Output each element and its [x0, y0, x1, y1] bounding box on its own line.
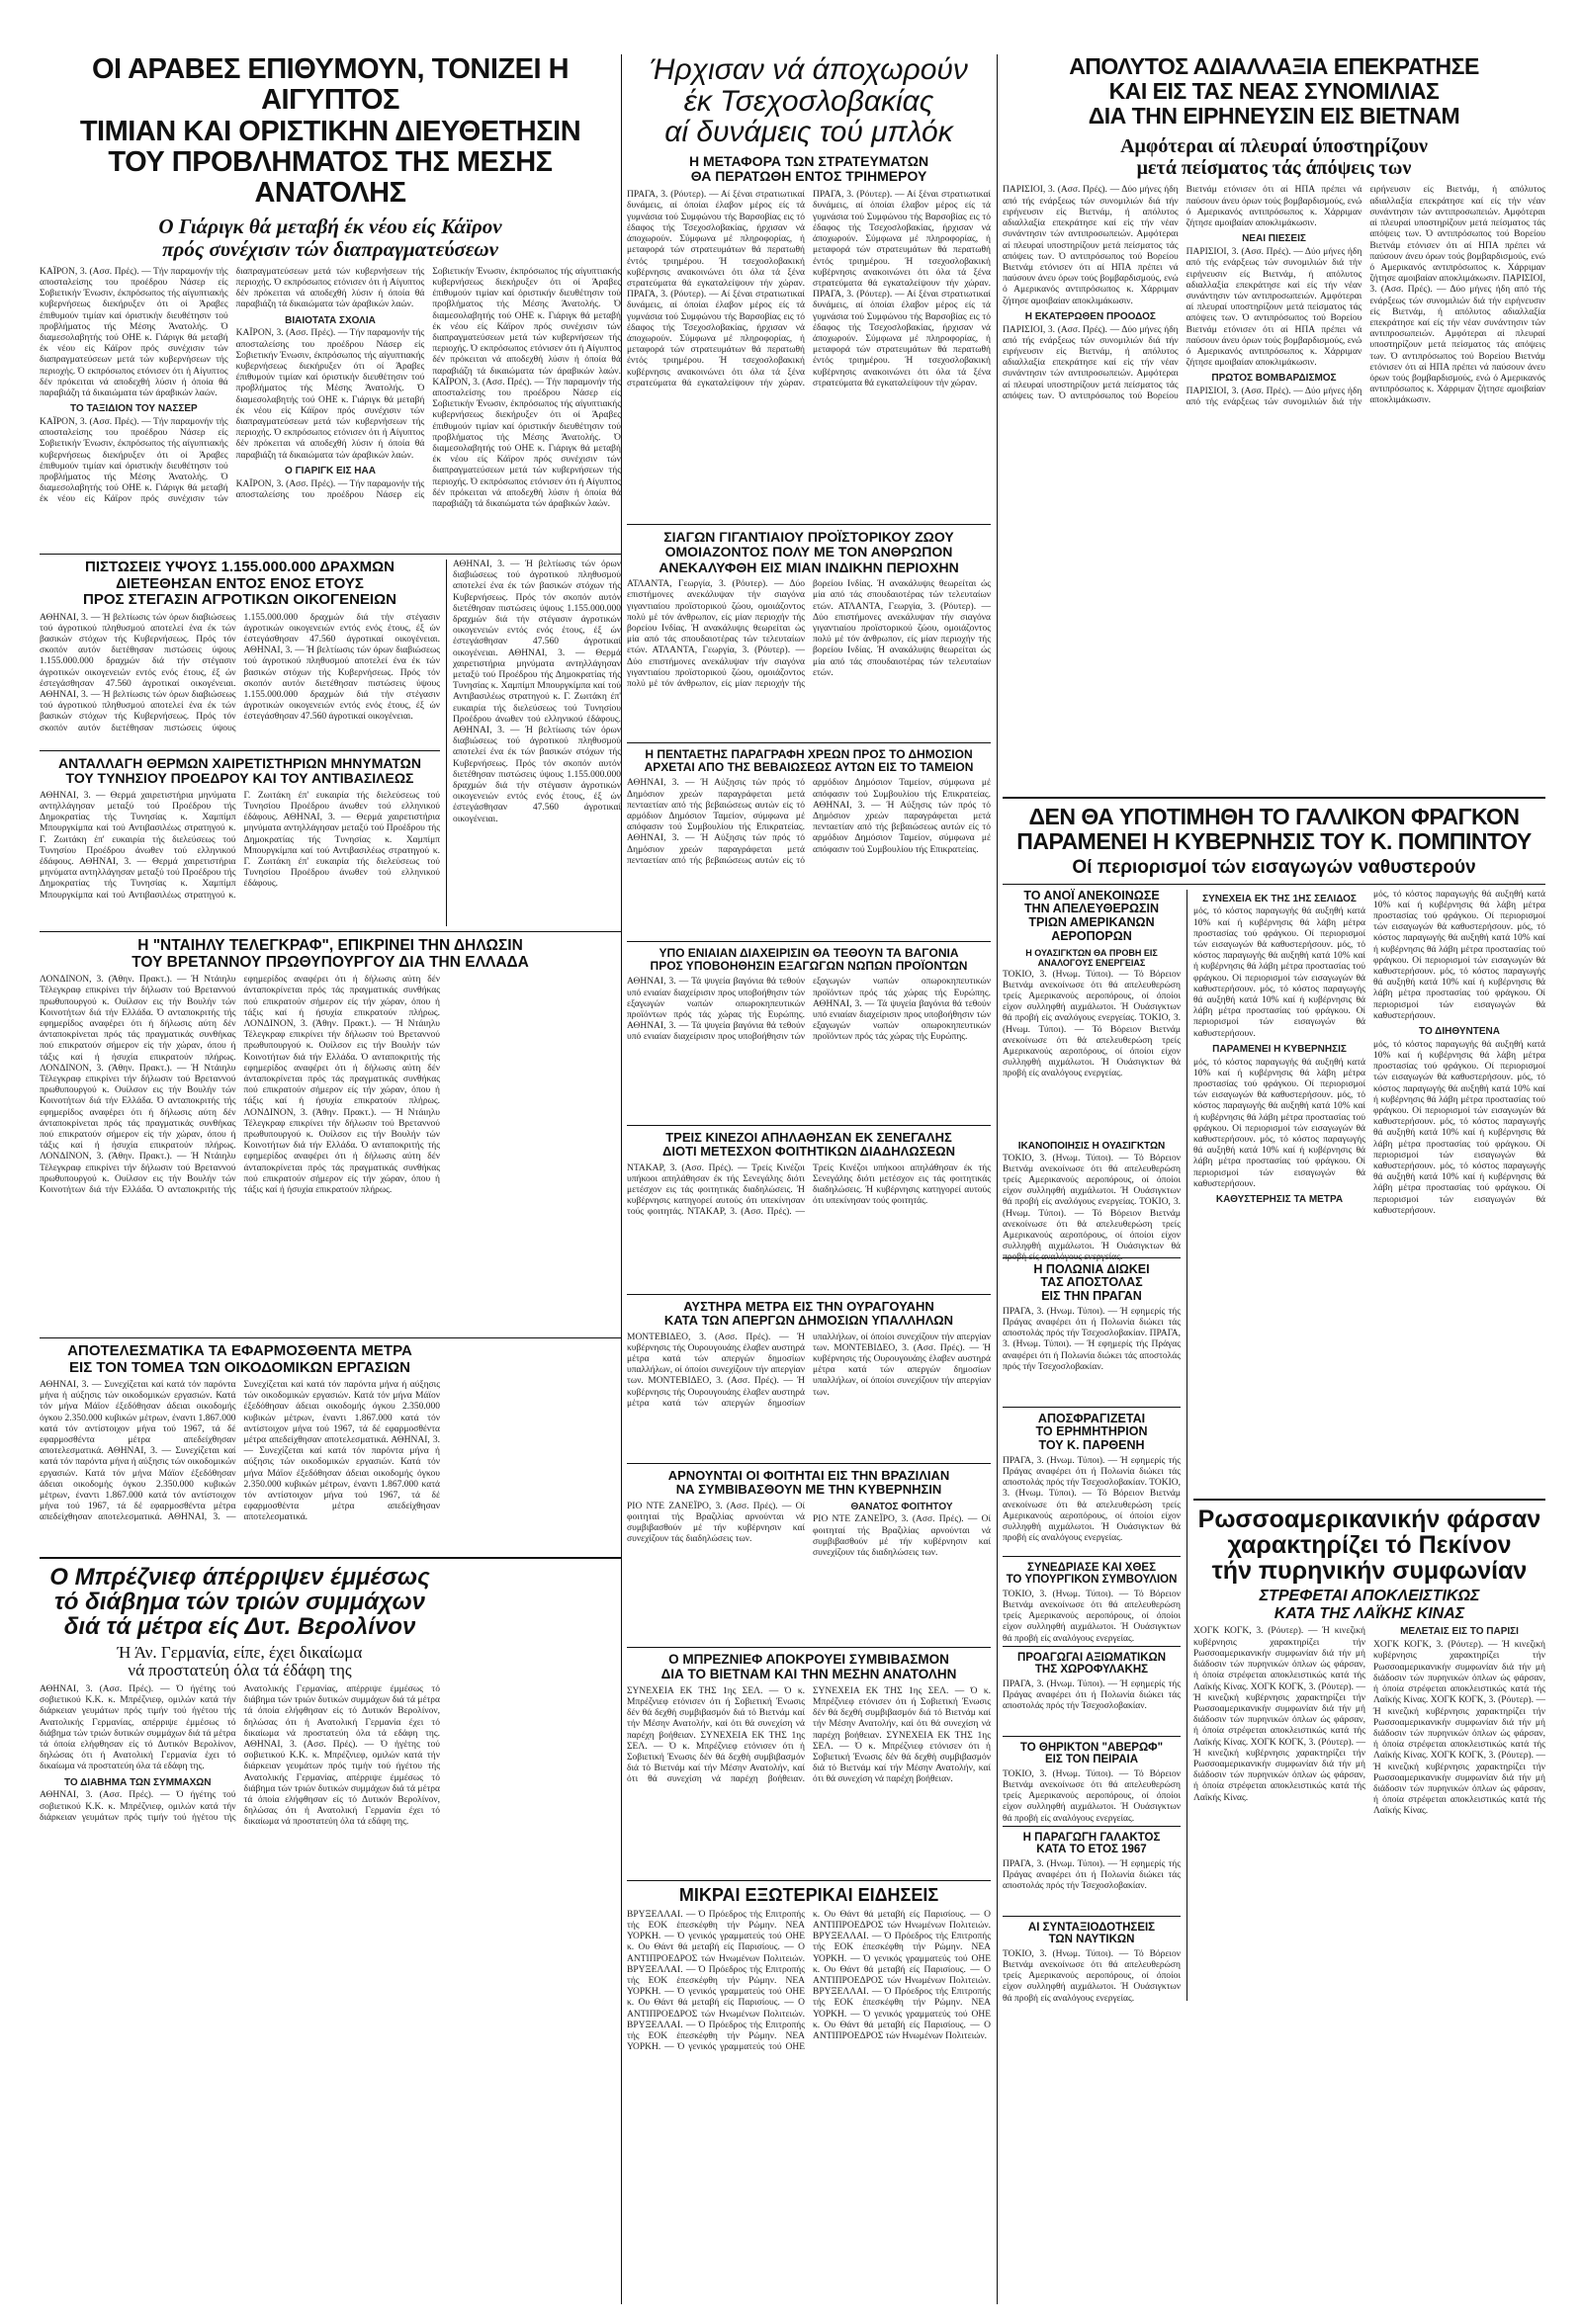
- article-vietnam-talks: [1003, 54, 1545, 791]
- article-prehistoric-jaw: [627, 530, 991, 737]
- article-body: ΑΤΛΑΝΤΑ, Γεωργία, 3. (Ρόυτερ). — Δύο επιστήμονες ανεκάλυψαν τήν σιαγόνα γιγαντιαίου προϊστορικού ζώου, ομοιάζοντος πολύ μέ τόν άνθρωπον, είς μίαν περιοχήν τής βορείου Ινδίας. Ή ανακάλυψις θεωρείται ώς μία από τάς σπουδαιοτέρας τών τελευταίων ετών. ΑΤΛΑΝΤΑ, Γεωργία, 3. (Ρόυτερ). — Δύο επιστήμονες ανεκάλυψαν τήν σιαγόνα γιγαντιαίου προϊστορικού ζώου, ομοιάζοντος πολύ μέ τόν άνθρωπον, είς μίαν περιοχήν τής βορείου Ινδίας. Ή ανακάλυψις θεωρείται ώς μία από τάς σπουδαιοτέρας τών τελευταίων ετών. ΑΤΛΑΝΤΑ, Γεωργία, 3. (Ρόυτερ). — Δύο επιστήμονες ανεκάλυψαν τήν σιαγόνα γιγαντιαίου προϊστορικού ζώου, ομοιάζοντος πολύ μέ τόν άνθρωπον, είς μίαν περιοχήν τής βορείου Ινδίας. Ή ανακάλυψις θεωρείται ώς μία από τάς σπουδαιοτέρας τών τελευταίων ετών.: [627, 579, 991, 689]
- article-hanoi-pilots: [1003, 890, 1181, 1137]
- section-heading: Η ΕΚΑΤΕΡΩΘΕΝ ΠΡΟΟΔΟΣ: [1024, 310, 1156, 322]
- article-body: ΚΑΪΡΟΝ, 3. (Ασσ. Πρές). — Τήν παραμονήν τής αποσταλείσης του προέδρου Νάσερ είς Σοβιετικήν Ένωσιν, έκπρόσωπος τής αίγυπτιακής κυβερνήσεως διεκήρυξεν ότι οί Άραβες έπιθυμούν τιμίαν καί όριστικήν διευθέτησιν τού προβλήματος τής Μέσης Άνατολής. Ό διαμεσολαβητής τού ΟΗΕ κ. Γιάριγκ θά μεταβή έκ νέου είς Κάϊρον πρός συνέχισιν τών διαπραγματεύσεων μετά τών κυβερνήσεων τής περιοχής. Ό εκπρόσωπος ετόνισεν ότι ή Αίγυπτος δέν πρόκειται νά αποδεχθή λύσιν ή όποία θά παραβιάζη τά δικαιώματα τών άραβικών λαών. ΤΟ ΤΑΞΙΔΙΟΝ ΤΟΥ ΝΑΣΣΕΡ ΚΑΪΡΟΝ, 3. (Ασσ. Πρές). — Τήν παραμονήν τής αποσταλείσης του προέδρου Νάσερ είς Σοβιετικήν Ένωσιν, έκπρόσωπος τής αίγυπτιακής κυβερνήσεως διεκήρυξεν ότι οί Άραβες έπιθυμούν τιμίαν καί όριστικήν διευθέτησιν τού προβλήματος τής Μέσης Άνατολής. Ό διαμεσολαβητής τού ΟΗΕ κ. Γιάριγκ θά μεταβή έκ νέου είς Κάϊρον πρός συνέχισιν τών διαπραγματεύσεων μετά τών κυβερνήσεων τής περιοχής. Ό εκπρόσωπος ετόνισεν ότι ή Αίγυπτος δέν πρόκειται νά αποδεχθή λύσιν ή όποία θά παραβιάζη τά δικαιώματα τών άραβικών λαών. ΒΙΑΙΟΤΑΤΑ ΣΧΟΛΙΑ ΚΑΪΡΟΝ, 3. (Ασσ. Πρές). — Τήν παραμονήν τής αποσταλείσης του προέδρου Νάσερ είς Σοβιετικήν Ένωσιν, έκπρόσωπος τής αίγυπτιακής κυβερνήσεως διεκήρυξεν ότι οί Άραβες έπιθυμούν τιμίαν καί όριστικήν διευθέτησιν τού προβλήματος τής Μέσης Άνατολής. Ό διαμεσολαβητής τού ΟΗΕ κ. Γιάριγκ θά μεταβή έκ νέου είς Κάϊρον πρός συνέχισιν τών διαπραγματεύσεων μετά τών κυβερνήσεων τής περιοχής. Ό εκπρόσωπος ετόνισεν ότι ή Αίγυπτος δέν πρόκειται νά αποδεχθή λύσιν ή όποία θά παραβιάζη τά δικαιώματα τών άραβικών λαών. Ο ΓΙΑΡΙΓΚ ΕΙΣ ΗΑΑ ΚΑΪΡΟΝ, 3. (Ασσ. Πρές). — Τήν παραμονήν τής αποσταλείσης του προέδρου Νάσερ είς Σοβιετικήν Ένωσιν, έκπρόσωπος τής αίγυπτιακής κυβερνήσεως διεκήρυξεν ότι οί Άραβες έπιθυμούν τιμίαν καί όριστικήν διευθέτησιν τού προβλήματος τής Μέσης Άνατολής. Ό διαμεσολαβητής τού ΟΗΕ κ. Γιάριγκ θά μεταβή έκ νέου είς Κάϊρον πρός συνέχισιν τών διαπραγματεύσεων μετά τών κυβερνήσεων τής περιοχής. Ό εκπρόσωπος ετόνισεν ότι ή Αίγυπτος δέν πρόκειται νά αποδεχθή λύσιν ή όποία θά παραβιάζη τά δικαιώματα τών άραβικών λαών. ΚΑΪΡΟΝ, 3. (Ασσ. Πρές). — Τήν παραμονήν τής αποσταλείσης του προέδρου Νάσερ είς Σοβιετικήν Ένωσιν, έκπρόσωπος τής αίγυπτιακής κυβερνήσεως διεκήρυξεν ότι οί Άραβες έπιθυμούν τιμίαν καί όριστικήν διευθέτησιν τού προβλήματος τής Μέσης Άνατολής. Ό διαμεσολαβητής τού ΟΗΕ κ. Γιάριγκ θά μεταβή έκ νέου είς Κάϊρον πρός συνέχισιν τών διαπραγματεύσεων μετά τών κυβερνήσεων τής περιοχής. Ό εκπρόσωπος ετόνισεν ότι ή Αίγυπτος δέν πρόκειται νά αποδεχθή λύσιν ή όποία θά παραβιάζη τά δικαιώματα τών άραβικών λαών.: [40, 266, 621, 510]
- headline-line-2: τό διάβημα τών τριών συμμάχων: [54, 1589, 425, 1616]
- headline: ΤΟ ΕΡΗΜΗΤΗΡΙΟΝ: [1035, 1424, 1148, 1439]
- right-subcolumn: [1187, 890, 1545, 2001]
- article-body-franc: ΣΥΝΕΧΕΙΑ ΕΚ ΤΗΣ 1ΗΣ ΣΕΛΙΔΟΣ μός, τό κόστος παραγωγής θά αυξηθή κατά 10% καί ή κυβέρνησις θά λάβη μέτρα προστασίας τού φράγκου. Οί περιορισμοί τών εισαγωγών θά καθυστερήσουν. μός, τό κόστος παραγωγής θά αυξηθή κατά 10% καί ή κυβέρνησις θά λάβη μέτρα προστασίας τού φράγκου. Οί περιορισμοί τών εισαγωγών θά καθυστερήσουν. μός, τό κόστος παραγωγής θά αυξηθή κατά 10% καί ή κυβέρνησις θά λάβη μέτρα προστασίας τού φράγκου. Οί περιορισμοί τών εισαγωγών θά καθυστερήσουν. ΠΑΡΑΜΕΝΕΙ Η ΚΥΒΕΡΝΗΣΙΣ μός, τό κόστος παραγωγής θά αυξηθή κατά 10% καί ή κυβέρνησις θά λάβη μέτρα προστασίας τού φράγκου. Οί περιορισμοί τών εισαγωγών θά καθυστερήσουν. μός, τό κόστος παραγωγής θά αυξηθή κατά 10% καί ή κυβέρνησις θά λάβη μέτρα προστασίας τού φράγκου. Οί περιορισμοί τών εισαγωγών θά καθυστερήσουν. μός, τό κόστος παραγωγής θά αυξηθή κατά 10% καί ή κυβέρνησις θά λάβη μέτρα προστασίας τού φράγκου. Οί περιορισμοί τών εισαγωγών θά καθυστερήσουν. ΚΑΘΥΣΤΕΡΗΣΙΣ ΤΑ ΜΕΤΡΑ μός, τό κόστος παραγωγής θά αυξηθή κατά 10% καί ή κυβέρνησις θά λάβη μέτρα προστασίας τού φράγκου. Οί περιορισμοί τών εισαγωγών θά καθυστερήσουν. μός, τό κόστος παραγωγής θά αυξηθή κατά 10% καί ή κυβέρνησις θά λάβη μέτρα προστασίας τού φράγκου. Οί περιορισμοί τών εισαγωγών θά καθυστερήσουν. μός, τό κόστος παραγωγής θά αυξηθή κατά 10% καί ή κυβέρνησις θά λάβη μέτρα προστασίας τού φράγκου. Οί περιορισμοί τών εισαγωγών θά καθυστερήσουν. ΤΟ ΔΙΗΘΥΝΤΕΝΑ μός, τό κόστος παραγωγής θά αυξηθή κατά 10% καί ή κυβέρνησις θά λάβη μέτρα προστασίας τού φράγκου. Οί περιορισμοί τών εισαγωγών θά καθυστερήσουν. μός, τό κόστος παραγωγής θά αυξηθή κατά 10% καί ή κυβέρνησις θά λάβη μέτρα προστασίας τού φράγκου. Οί περιορισμοί τών εισαγωγών θά καθυστερήσουν. μός, τό κόστος παραγωγής θά αυξηθή κατά 10% καί ή κυβέρνησις θά λάβη μέτρα προστασίας τού φράγκου. Οί περιορισμοί τών εισαγωγών θά καθυστερήσουν. μός, τό κόστος παραγωγής θά αυξηθή κατά 10% καί ή κυβέρνησις θά λάβη μέτρα προστασίας τού φράγκου. Οί περιορισμοί τών εισαγωγών θά καθυστερήσουν.: [1193, 889, 1546, 1216]
- headline: ΑΡΝΟΥΝΤΑΙ ΟΙ ΦΟΙΤΗΤΑΙ ΕΙΣ ΤΗΝ ΒΡΑΖΙΛΙΑΝ: [667, 1468, 950, 1483]
- section-heading: ΤΟ ΔΙΗΘΥΝΤΕΝΑ: [1419, 1025, 1500, 1037]
- headline: ΤΑΣ ΑΠΟΣΤΟΛΑΣ: [1040, 1275, 1143, 1290]
- section-heading: ΤΟ ΤΑΞΙΔΙΟΝ ΤΟΥ ΝΑΣΣΕΡ: [69, 403, 198, 415]
- headline: ΕΙΣ ΤΟΝ ΤΟΜΕΑ ΤΩΝ ΟΙΚΟΔΟΜΙΚΩΝ ΕΡΓΑΣΙΩΝ: [69, 1358, 410, 1376]
- headline: ΔΙΕΤΕΘΗΣΑΝ ΕΝΤΟΣ ΕΝΟΣ ΕΤΟΥΣ: [116, 574, 364, 592]
- headline: ΠΡΟΣ ΣΤΕΓΑΣΙΝ ΑΓΡΟΤΙΚΩΝ ΟΙΚΟΓΕΝΕΙΩΝ: [83, 591, 396, 608]
- headline: ΑΝΕΚΑΛΥΦΘΗ ΕΙΣ ΜΙΑΝ ΙΝΔΙΚΗΝ ΠΕΡΙΟΧΗΝ: [659, 559, 959, 575]
- subheadline: Αμφότεραι αί πλευραί ύποστηρίζουν: [1120, 135, 1428, 158]
- subheadline-line-2: πρός συνέχισιν τών διαπραγματεύσεων: [162, 236, 498, 261]
- subheadline: ΚΑΤΑ ΤΗΣ ΛΑΪΚΗΣ ΚΙΝΑΣ: [1274, 1604, 1465, 1622]
- headline: ΤΟ ΘΗΡΙΚΤΟΝ "ΑΒΕΡΩΦ": [1019, 1741, 1164, 1754]
- headline-line-1: ΑΠΟΛΥΤΟΣ ΑΔΙΑΛΛΑΞΙΑ ΕΠΕΚΡΑΤΗΣΕ: [1069, 53, 1479, 79]
- headline: ΑΥΣΤΗΡΑ ΜΕΤΡΑ ΕΙΣ ΤΗΝ ΟΥΡΑΓΟΥΑΗΝ: [683, 1299, 934, 1314]
- article-averof: ΤΟ ΘΗΡΙΚΤΟΝ "ΑΒΕΡΩΦ" ΕΙΣ ΤΟΝ ΠΕΙΡΑΙΑ ΤΟΚΙΟ, 3. (Ηνωμ. Τύποι). — Τό Βόρειον Βιετνάμ ανεκοίνωσε ότι θά απελευθερώση τρείς Αμερικανούς αεροπόρους, οί όποίοι είχον συλληφθή αιχμάλωτοι. Ή Ουάσιγκτων θά προβή είς αναλόγους ενεργείας.: [1003, 1741, 1181, 1824]
- headline-line-2: χαρακτηρίζει τό Πεκίνον: [1227, 1530, 1512, 1559]
- side-column-rural: ΑΘΗΝΑΙ, 3. — Ή βελτίωσις τών όρων διαβιώσεως τού άγροτικού πληθυσμού αποτελεί ένα έκ τών βασικών στόχων τής Κυβερνήσεως. Πρός τόν σκοπόν αυτόν διετέθησαν πιστώσεις ύψους 1.155.000.000 δραχμών διά τήν στέγασιν άγροτικών οικογενειών εντός ενός έτους, έξ ών έστεγάσθησαν 47.560 άγροτικαί οικογένειαι. ΑΘΗΝΑΙ, 3. — Θερμά χαιρετιστήρια μηνύματα αντηλλάγησαν μεταξύ τού Προέδρου τής Δημοκρατίας τής Τυνησίας κ. Χαμπίμπ Μπουργκίμπα καί τού Αντιβασιλέως στρατηγού κ. Γ. Ζωιτάκη έπ' ευκαιρία τής διελεύσεως τού Τυνησίου Προέδρου άνωθεν τού ελληνικού έδάφους. ΑΘΗΝΑΙ, 3. — Ή βελτίωσις τών όρων διαβιώσεως τού άγροτικού πληθυσμού αποτελεί ένα έκ τών βασικών στόχων τής Κυβερνήσεως. Πρός τόν σκοπόν αυτόν διετέθησαν πιστώσεις ύψους 1.155.000.000 δραχμών διά τήν στέγασιν άγροτικών οικογενειών εντός ενός έτους, έξ ών έστεγάσθησαν 47.560 άγροτικαί οικογένειαι.: [453, 559, 621, 824]
- article-body: ΧΟΓΚ ΚΟΓΚ, 3. (Ρόυτερ). — Ή κινεζική κυβέρνησις χαρακτηρίζει τήν Ρωσσοαμερικανικήν συμφωνίαν διά τήν μή διάδοσιν τών πυρηνικών όπλων ώς φάρσαν, ή όποία στρέφεται αποκλειστικώς κατά τής Λαϊκής Κίνας. ΧΟΓΚ ΚΟΓΚ, 3. (Ρόυτερ). — Ή κινεζική κυβέρνησις χαρακτηρίζει τήν Ρωσσοαμερικανικήν συμφωνίαν διά τήν μή διάδοσιν τών πυρηνικών όπλων ώς φάρσαν, ή όποία στρέφεται αποκλειστικώς κατά τής Λαϊκής Κίνας. ΧΟΓΚ ΚΟΓΚ, 3. (Ρόυτερ). — Ή κινεζική κυβέρνησις χαρακτηρίζει τήν Ρωσσοαμερικανικήν συμφωνίαν διά τήν μή διάδοσιν τών πυρηνικών όπλων ώς φάρσαν, ή όποία στρέφεται αποκλειστικώς κατά τής Λαϊκής Κίνας. ΜΕΛΕΤΑΙΣ ΕΙΣ ΤΟ ΠΑΡΙΣΙ ΧΟΓΚ ΚΟΓΚ, 3. (Ρόυτερ). — Ή κινεζική κυβέρνησις χαρακτηρίζει τήν Ρωσσοαμερικανικήν συμφωνίαν διά τήν μή διάδοσιν τών πυρηνικών όπλων ώς φάρσαν, ή όποία στρέφεται αποκλειστικώς κατά τής Λαϊκής Κίνας. ΧΟΓΚ ΚΟΓΚ, 3. (Ρόυτερ). — Ή κινεζική κυβέρνησις χαρακτηρίζει τήν Ρωσσοαμερικανικήν συμφωνίαν διά τήν μή διάδοσιν τών πυρηνικών όπλων ώς φάρσαν, ή όποία στρέφεται αποκλειστικώς κατά τής Λαϊκής Κίνας. ΧΟΓΚ ΚΟΓΚ, 3. (Ρόυτερ). — Ή κινεζική κυβέρνησις χαρακτηρίζει τήν Ρωσσοαμερικανικήν συμφωνίαν διά τήν μή διάδοσιν τών πυρηνικών όπλων ώς φάρσαν, ή όποία στρέφεται αποκλειστικώς κατά τής Λαϊκής Κίνας.: [1193, 1626, 1546, 1817]
- section-heading: ΜΕΛΕΤΑΙΣ ΕΙΣ ΤΟ ΠΑΡΙΣΙ: [1400, 1626, 1519, 1638]
- article-body: ΜΟΝΤΕΒΙΔΕΟ, 3. (Ασσ. Πρές). — Ή κυβέρνησις τής Ουρουγουάης έλαβεν αυστηρά μέτρα κατά τών απεργών δημοσίων υπαλλήλων, οί όποίοι συνεχίζουν τήν απεργίαν των. ΜΟΝΤΕΒΙΔΕΟ, 3. (Ασσ. Πρές). — Ή κυβέρνησις τής Ουρουγουάης έλαβεν αυστηρά μέτρα κατά τών απεργών δημοσίων υπαλλήλων, οί όποίοι συνεχίζουν τήν απεργίαν των. ΜΟΝΤΕΒΙΔΕΟ, 3. (Ασσ. Πρές). — Ή κυβέρνησις τής Ουρουγουάης έλαβεν αυστηρά μέτρα κατά τών απεργών δημοσίων υπαλλήλων, οί όποίοι συνεχίζουν τήν απεργίαν των.: [627, 1332, 991, 1409]
- subheadline: Οί περιορισμοί τών εισαγωγών ναθυστερούν: [1072, 856, 1476, 878]
- article-body: ΠΑΡΙΣΙΟΙ, 3. (Ασσ. Πρές). — Δύο μήνες ήδη από τής ενάρξεως τών συνομιλιών διά τήν ειρήνευσιν είς Βιετνάμ, ή απόλυτος αδιαλλαξία επεκράτησε καί είς τήν νέαν συνάντησιν τών αντιπροσωπειών. Αμφότεραι αί πλευραί υποστηρίζουν μετά πείσματος τάς απόψεις των. Ό αντιπρόσωπος τού Βορείου Βιετνάμ ετόνισεν ότι αί ΗΠΑ πρέπει νά παύσουν άνευ όρων τούς βομβαρδισμούς, ενώ ό Αμερικανός αντιπρόσωπος κ. Χάρριμαν ζήτησε αμοιβαίαν αποκλιμάκωσιν. Η ΕΚΑΤΕΡΩΘΕΝ ΠΡΟΟΔΟΣ ΠΑΡΙΣΙΟΙ, 3. (Ασσ. Πρές). — Δύο μήνες ήδη από τής ενάρξεως τών συνομιλιών διά τήν ειρήνευσιν είς Βιετνάμ, ή απόλυτος αδιαλλαξία επεκράτησε καί είς τήν νέαν συνάντησιν τών αντιπροσωπειών. Αμφότεραι αί πλευραί υποστηρίζουν μετά πείσματος τάς απόψεις των. Ό αντιπρόσωπος τού Βορείου Βιετνάμ ετόνισεν ότι αί ΗΠΑ πρέπει νά παύσουν άνευ όρων τούς βομβαρδισμούς, ενώ ό Αμερικανός αντιπρόσωπος κ. Χάρριμαν ζήτησε αμοιβαίαν αποκλιμάκωσιν. ΝΕΑΙ ΠΙΕΣΕΙΣ ΠΑΡΙΣΙΟΙ, 3. (Ασσ. Πρές). — Δύο μήνες ήδη από τής ενάρξεως τών συνομιλιών διά τήν ειρήνευσιν είς Βιετνάμ, ή απόλυτος αδιαλλαξία επεκράτησε καί είς τήν νέαν συνάντησιν τών αντιπροσωπειών. Αμφότεραι αί πλευραί υποστηρίζουν μετά πείσματος τάς απόψεις των. Ό αντιπρόσωπος τού Βορείου Βιετνάμ ετόνισεν ότι αί ΗΠΑ πρέπει νά παύσουν άνευ όρων τούς βομβαρδισμούς, ενώ ό Αμερικανός αντιπρόσωπος κ. Χάρριμαν ζήτησε αμοιβαίαν αποκλιμάκωσιν. ΠΡΩΤΟΣ ΒΟΜΒΑΡΔΙΣΜΟΣ ΠΑΡΙΣΙΟΙ, 3. (Ασσ. Πρές). — Δύο μήνες ήδη από τής ενάρξεως τών συνομιλιών διά τήν ειρήνευσιν είς Βιετνάμ, ή απόλυτος αδιαλλαξία επεκράτησε καί είς τήν νέαν συνάντησιν τών αντιπροσωπειών. Αμφότεραι αί πλευραί υποστηρίζουν μετά πείσματος τάς απόψεις των. Ό αντιπρόσωπος τού Βορείου Βιετνάμ ετόνισεν ότι αί ΗΠΑ πρέπει νά παύσουν άνευ όρων τούς βομβαρδισμούς, ενώ ό Αμερικανός αντιπρόσωπος κ. Χάρριμαν ζήτησε αμοιβαίαν αποκλιμάκωσιν. ΠΑΡΙΣΙΟΙ, 3. (Ασσ. Πρές). — Δύο μήνες ήδη από τής ενάρξεως τών συνομιλιών διά τήν ειρήνευσιν είς Βιετνάμ, ή απόλυτος αδιαλλαξία επεκράτησε καί είς τήν νέαν συνάντησιν τών αντιπροσωπειών. Αμφότεραι αί πλευραί υποστηρίζουν μετά πείσματος τάς απόψεις των. Ό αντιπρόσωπος τού Βορείου Βιετνάμ ετόνισεν ότι αί ΗΠΑ πρέπει νά παύσουν άνευ όρων τούς βομβαρδισμούς, ενώ ό Αμερικανός αντιπρόσωπος κ. Χάρριμαν ζήτησε αμοιβαίαν αποκλιμάκωσιν.: [1003, 185, 1545, 408]
- article-poland: Η ΠΟΛΩΝΙΑ ΔΙΩΚΕΙ ΤΑΣ ΑΠΟΣΤΟΛΑΣ ΕΙΣ ΤΗΝ ΠΡΑΓΑΝ ΠΡΑΓΑ, 3. (Ηνωμ. Τύποι). — Ή εφημερίς τής Πράγας αναφέρει ότι ή Πολωνία διώκει τάς αποστολάς πρός τήν Τσεχοσλοβακίαν. ΠΡΑΓΑ, 3. (Ηνωμ. Τύποι). — Ή εφημερίς τής Πράγας αναφέρει ότι ή Πολωνία διώκει τάς αποστολάς πρός τήν Τσεχοσλοβακίαν.: [1003, 1261, 1182, 1372]
- headline: ΔΙΑ ΤΟ ΒΙΕΤΝΑΜ ΚΑΙ ΤΗΝ ΜΕΣΗΝ ΑΝΑΤΟΛΗΝ: [660, 1666, 957, 1681]
- headline: ΚΑΤΑ ΤΩΝ ΑΠΕΡΓΩΝ ΔΗΜΟΣΙΩΝ ΥΠΑΛΛΗΛΩΝ: [663, 1313, 954, 1329]
- headline-line-3: ΔΙΑ ΤΗΝ ΕΙΡΗΝΕΥΣΙΝ ΕΙΣ ΒΙΕΤΝΑΜ: [1088, 102, 1460, 129]
- article-parthenis: ΑΠΟΣΦΡΑΓΙΖΕΤΑΙ ΤΟ ΕΡΗΜΗΤΗΡΙΟΝ ΤΟΥ Κ. ΠΑΡΘΕΝΗ ΠΡΑΓΑ, 3. (Ηνωμ. Τύποι). — Ή εφημερίς τής Πράγας αναφέρει ότι ή Πολωνία διώκει τάς αποστολάς πρός τήν Τσεχοσλοβακίαν. ΤΟΚΙΟ, 3. (Ηνωμ. Τύποι). — Τό Βόρειον Βιετνάμ ανεκοίνωσε ότι θά απελευθερώση τρείς Αμερικανούς αεροπόρους, οί όποίοι είχον συλληφθή αιχμάλωτοι. Ή Ουάσιγκτων θά προβή είς αναλόγους ενεργείας.: [1003, 1411, 1181, 1544]
- article-body: ΣΥΝΕΧΕΙΑ ΕΚ ΤΗΣ 1ης ΣΕΛ. — Ό κ. Μπρέζνιεφ ετόνισεν ότι ή Σοβιετική Ένωσις δέν θά δεχθή συμβιβασμόν διά τό Βιετνάμ καί τήν Μέσην Ανατολήν, καί ότι θά συνεχίση νά παρέχη βοήθειαν. ΣΥΝΕΧΕΙΑ ΕΚ ΤΗΣ 1ης ΣΕΛ. — Ό κ. Μπρέζνιεφ ετόνισεν ότι ή Σοβιετική Ένωσις δέν θά δεχθή συμβιβασμόν διά τό Βιετνάμ καί τήν Μέσην Ανατολήν, καί ότι θά συνεχίση νά παρέχη βοήθειαν. ΣΥΝΕΧΕΙΑ ΕΚ ΤΗΣ 1ης ΣΕΛ. — Ό κ. Μπρέζνιεφ ετόνισεν ότι ή Σοβιετική Ένωσις δέν θά δεχθή συμβιβασμόν διά τό Βιετνάμ καί τήν Μέσην Ανατολήν, καί ότι θά συνεχίση νά παρέχη βοήθειαν. ΣΥΝΕΧΕΙΑ ΕΚ ΤΗΣ 1ης ΣΕΛ. — Ό κ. Μπρέζνιεφ ετόνισεν ότι ή Σοβιετική Ένωσις δέν θά δεχθή συμβιβασμόν διά τό Βιετνάμ καί τήν Μέσην Ανατολήν, καί ότι θά συνεχίση νά παρέχη βοήθειαν.: [627, 1685, 992, 1785]
- headline: ΑΕΡΟΠΟΡΩΝ: [1051, 928, 1132, 943]
- headline: ΕΙΣ ΤΗΝ ΠΡΑΓΑΝ: [1041, 1289, 1142, 1304]
- headline: ΟΜΟΙΑΖΟΝΤΟΣ ΠΟΛΥ ΜΕ ΤΟΝ ΑΝΘΡΩΠΟΝ: [664, 544, 953, 560]
- headline: ΑΠΟΣΦΡΑΓΙΖΕΤΑΙ: [1037, 1411, 1146, 1425]
- headline: ΑΡΧΕΤΑΙ ΑΠΟ ΤΗΣ ΒΕΒΑΙΩΣΕΩΣ ΑΥΤΩΝ ΕΙΣ ΤΟ ΤΑΜΕΙΟΝ: [644, 760, 974, 775]
- headline-line-3: διά τά μέτρα είς Δυτ. Βερολίνον: [63, 1613, 416, 1641]
- article-senegal: [627, 1131, 991, 1289]
- headline: ΑΠΟΤΕΛΕΣΜΑΤΙΚΑ ΤΑ ΕΦΑΡΜΟΣΘΕΝΤΑ ΜΕΤΡΑ: [67, 1342, 412, 1359]
- headline: ΑΙ ΣΥΝΤΑΞΙΟΔΟΤΗΣΕΙΣ: [1027, 1921, 1156, 1934]
- section-heading: ΒΙΑΙΟΤΑΤΑ ΣΧΟΛΙΑ: [285, 314, 376, 326]
- headline-line-1: ΟΙ ΑΡΑΒΕΣ ΕΠΙΘΥΜΟΥΝ, ΤΟΝΙΖΕΙ Η ΑΙΓΥΠΤΟΣ: [91, 53, 570, 117]
- article-body: ΝΤΑΚΑΡ, 3. (Ασσ. Πρές). — Τρείς Κινέζοι υπήκοοι απηλάθησαν έκ τής Σενεγάλης διότι μετέσχον εις τάς φοιτητικάς διαδηλώσεις. Ή κυβέρνησις κατηγορεί αυτούς ότι υπεκίνησαν τούς φοιτητάς. ΝΤΑΚΑΡ, 3. (Ασσ. Πρές). — Τρείς Κινέζοι υπήκοοι απηλάθησαν έκ τής Σενεγάλης διότι μετέσχον εις τάς φοιτητικάς διαδηλώσεις. Ή κυβέρνησις κατηγορεί αυτούς ότι υπεκίνησαν τούς φοιτητάς.: [627, 1162, 991, 1218]
- headline-line-1: Ήρχισαν νά άποχωρούν: [650, 53, 968, 86]
- headline: Ο ΜΠΡΕΖΝΙΕΦ ΑΠΟΚΡΟΥΕΙ ΣΥΜΒΙΒΑΣΜΟΝ: [668, 1652, 949, 1667]
- article-short-foreign-news: [627, 1886, 991, 2202]
- article-body: ΡΙΟ ΝΤΕ ΖΑΝΕΪΡΟ, 3. (Ασσ. Πρές). — Οί φοιτηταί τής Βραζιλίας αρνούνται νά συμβιβασθούν μέ τήν κυβέρνησιν καί συνεχίζουν τάς διαδηλώσεις των. ΘΑΝΑΤΟΣ ΦΟΙΤΗΤΟΥ ΡΙΟ ΝΤΕ ΖΑΝΕΪΡΟ, 3. (Ασσ. Πρές). — Οί φοιτηταί τής Βραζιλίας αρνούνται νά συμβιβασθούν μέ τήν κυβέρνησιν καί συνεχίζουν τάς διαδηλώσεις των.: [627, 1501, 991, 1558]
- headline: ΚΑΤΑ ΤΟ ΕΤΟΣ 1967: [1036, 1844, 1147, 1856]
- headline-line-3: αί δυνάμεις τού μπλόκ: [664, 116, 953, 148]
- section-heading: Ο ΓΙΑΡΙΓΚ ΕΙΣ ΗΑΑ: [285, 465, 376, 476]
- subheadline: μετά πείσματος τάς άπόψεις των: [1136, 157, 1412, 180]
- column-middle: [621, 54, 997, 2202]
- article-body: ΑΘΗΝΑΙ, 3. — Τά ψυγεία βαγόνια θά τεθούν υπό ενιαίαν διαχείρισιν προς υποβοήθησιν τών εξαγωγών νωπών οπωροκηπευτικών προϊόντων πρός τάς χώρας τής Ευρώπης. ΑΘΗΝΑΙ, 3. — Τά ψυγεία βαγόνια θά τεθούν υπό ενιαίαν διαχείρισιν προς υποβοήθησιν τών εξαγωγών νωπών οπωροκηπευτικών προϊόντων πρός τάς χώρας τής Ευρώπης. ΑΘΗΝΑΙ, 3. — Τά ψυγεία βαγόνια θά τεθούν υπό ενιαίαν διαχείρισιν προς υποβοήθησιν τών εξαγωγών νωπών οπωροκηπευτικών προϊόντων πρός τάς χώρας τής Ευρώπης.: [627, 977, 991, 1043]
- headline: ΠΡΟΣ ΥΠΟΒΟΗΘΗΣΙΝ ΕΞΑΓΩΓΩΝ ΝΩΠΩΝ ΠΡΟΪΟΝΤΩΝ: [650, 959, 968, 974]
- subheadline-line-1: Ο Γιάριγκ θά μεταβή έκ νέου είς Κάϊρον: [158, 214, 502, 238]
- section-heading: Η ΟΥΑΣΙΓΚΤΩΝ ΘΑ ΠΡΟΒΗ ΕΙΣ ΑΝΑΛΟΓΟΥΣ ΕΝΕΡΓΕΙΑΣ: [1025, 947, 1158, 968]
- article-body: ΑΘΗΝΑΙ, 3. — Ή βελτίωσις τών όρων διαβιώσεως τού άγροτικού πληθυσμού αποτελεί ένα έκ τών βασικών στόχων τής Κυβερνήσεως. Πρός τόν σκοπόν αυτόν διετέθησαν πιστώσεις ύψους 1.155.000.000 δραχμών διά τήν στέγασιν άγροτικών οικογενειών εντός ενός έτους, έξ ών έστεγάσθησαν 47.560 άγροτικαί οικογένειαι. ΑΘΗΝΑΙ, 3. — Ή βελτίωσις τών όρων διαβιώσεως τού άγροτικού πληθυσμού αποτελεί ένα έκ τών βασικών στόχων τής Κυβερνήσεως. Πρός τόν σκοπόν αυτόν διετέθησαν πιστώσεις ύψους 1.155.000.000 δραχμών διά τήν στέγασιν άγροτικών οικογενειών εντός ενός έτους, έξ ών έστεγάσθησαν 47.560 άγροτικαί οικογένειαι. ΑΘΗΝΑΙ, 3. — Ή βελτίωσις τών όρων διαβιώσεως τού άγροτικού πληθυσμού αποτελεί ένα έκ τών βασικών στόχων τής Κυβερνήσεως. Πρός τόν σκοπόν αυτόν διετέθησαν πιστώσεις ύψους 1.155.000.000 δραχμών διά τήν στέγασιν άγροτικών οικογενειών εντός ενός έτους, έξ ών έστεγάσθησαν 47.560 άγροτικαί οικογένειαι.: [40, 612, 440, 733]
- headline: ΤΗΣ ΧΩΡΟΦΥΛΑΚΗΣ: [1034, 1664, 1149, 1677]
- headline: ΜΙΚΡΑΙ ΕΞΩΤΕΡΙΚΑΙ ΕΙΔΗΣΕΙΣ: [678, 1885, 939, 1905]
- headline: ΥΠΟ ΕΝΙΑΙΑΝ ΔΙΑΧΕΙΡΙΣΙΝ ΘΑ ΤΕΘΟΥΝ ΤΑ ΒΑΓΟΝΙΑ: [659, 946, 959, 960]
- headline: ΤΩΝ ΝΑΥΤΙΚΩΝ: [1048, 1934, 1135, 1946]
- section-heading: ΙΚΑΝΟΠΟΙΗΣΙΣ Η ΟΥΑΣΙΓΚΤΩΝ: [1017, 1140, 1166, 1152]
- article-gendarmerie: ΠΡΟΑΓΩΓΑΙ ΑΞΙΩΜΑΤΙΚΩΝ ΤΗΣ ΧΩΡΟΦΥΛΑΚΗΣ ΠΡΑΓΑ, 3. (Ηνωμ. Τύποι). — Ή εφημερίς τής Πράγας αναφέρει ότι ή Πολωνία διώκει τάς αποστολάς πρός τήν Τσεχοσλοβακίαν.: [1003, 1651, 1181, 1712]
- subheadline: Ή Άν. Γερμανία, είπε, έχει δικαίωμα: [117, 1642, 363, 1662]
- article-body: ΑΘΗΝΑΙ, 3. — Συνεχίζεται καί κατά τόν παρόντα μήνα ή αύξησις τών οικοδομικών εργασιών. Κατά τόν μήνα Μάϊον έξεδόθησαν άδειαι οικοδομής όγκου 2.350.000 κυβικών μέτρων, έναντι 1.867.000 κατά τόν αντίστοιχον μήνα τού 1967, τά δέ εφαρμοσθέντα μέτρα απεδείχθησαν αποτελεσματικά. ΑΘΗΝΑΙ, 3. — Συνεχίζεται καί κατά τόν παρόντα μήνα ή αύξησις τών οικοδομικών εργασιών. Κατά τόν μήνα Μάϊον έξεδόθησαν άδειαι οικοδομής όγκου 2.350.000 κυβικών μέτρων, έναντι 1.867.000 κατά τόν αντίστοιχον μήνα τού 1967, τά δέ εφαρμοσθέντα μέτρα απεδείχθησαν αποτελεσματικά. ΑΘΗΝΑΙ, 3. — Συνεχίζεται καί κατά τόν παρόντα μήνα ή αύξησις τών οικοδομικών εργασιών. Κατά τόν μήνα Μάϊον έξεδόθησαν άδειαι οικοδομής όγκου 2.350.000 κυβικών μέτρων, έναντι 1.867.000 κατά τόν αντίστοιχον μήνα τού 1967, τά δέ εφαρμοσθέντα μέτρα απεδείχθησαν αποτελεσματικά. ΑΘΗΝΑΙ, 3. — Συνεχίζεται καί κατά τόν παρόντα μήνα ή αύξησις τών οικοδομικών εργασιών. Κατά τόν μήνα Μάϊον έξεδόθησαν άδειαι οικοδομής όγκου 2.350.000 κυβικών μέτρων, έναντι 1.867.000 κατά τόν αντίστοιχον μήνα τού 1967, τά δέ εφαρμοσθέντα μέτρα απεδείχθησαν αποτελεσματικά.: [40, 1380, 440, 1523]
- article-tunisia-messages: [40, 756, 440, 926]
- article-body: ΑΘΗΝΑΙ, 3. (Ασσ. Πρές). — Ό ήγέτης τού σοβιετικού Κ.Κ. κ. Μπρέζνιεφ, ομιλών κατά τήν διάρκειαν γευμάτων πρός τιμήν τού ήγέτου τής Ανατολικής Γερμανίας, απέρριψε έμμέσως τό διάβημα τών τριών δυτικών συμμάχων διά τά μέτρα τά όποία ελήφθησαν είς τό Δυτικόν Βερολίνον, δηλώσας ότι ή Ανατολική Γερμανία έχει τό δικαίωμα νά προστατεύη όλα τά εδάφη της. ΤΟ ΔΙΑΒΗΜΑ ΤΩΝ ΣΥΜΜΑΧΩΝ ΑΘΗΝΑΙ, 3. (Ασσ. Πρές). — Ό ήγέτης τού σοβιετικού Κ.Κ. κ. Μπρέζνιεφ, ομιλών κατά τήν διάρκειαν γευμάτων πρός τιμήν τού ήγέτου τής Ανατολικής Γερμανίας, απέρριψε έμμέσως τό διάβημα τών τριών δυτικών συμμάχων διά τά μέτρα τά όποία ελήφθησαν είς τό Δυτικόν Βερολίνον, δηλώσας ότι ή Ανατολική Γερμανία έχει τό δικαίωμα νά προστατεύη όλα τά εδάφη της. ΑΘΗΝΑΙ, 3. (Ασσ. Πρές). — Ό ήγέτης τού σοβιετικού Κ.Κ. κ. Μπρέζνιεφ, ομιλών κατά τήν διάρκειαν γευμάτων πρός τιμήν τού ήγέτου τής Ανατολικής Γερμανίας, απέρριψε έμμέσως τό διάβημα τών τριών δυτικών συμμάχων διά τά μέτρα τά όποία ελήφθησαν είς τό Δυτικόν Βερολίνον, δηλώσας ότι ή Ανατολική Γερμανία έχει τό δικαίωμα νά προστατεύη όλα τά εδάφη της.: [40, 1683, 440, 1828]
- article-debt-prescription: [627, 748, 991, 936]
- headline-line-2: έκ Τσεχοσλοβακίας: [683, 84, 934, 118]
- section-heading: ΤΟ ΔΙΑΒΗΜΑ ΤΩΝ ΣΥΜΜΑΧΩΝ: [64, 1776, 212, 1788]
- headline: ΕΙΣ ΤΟΝ ΠΕΙΡΑΙΑ: [1044, 1754, 1139, 1766]
- article-pensions: ΑΙ ΣΥΝΤΑΞΙΟΔΟΤΗΣΕΙΣ ΤΩΝ ΝΑΥΤΙΚΩΝ ΤΟΚΙΟ, 3. (Ηνωμ. Τύποι). — Τό Βόρειον Βιετνάμ ανεκοίνωσε ότι θά απελευθερώση τρείς Αμερικανούς αεροπόρους, οί όποίοι είχον συλληφθή αιχμάλωτοι. Ή Ουάσιγκτων θά προβή είς αναλόγους ενεργείας.: [1003, 1921, 1181, 2004]
- section-heading: ΣΥΝΕΧΕΙΑ ΕΚ ΤΗΣ 1ΗΣ ΣΕΛΙΔΟΣ: [1202, 893, 1357, 904]
- article-uruguay: [627, 1300, 991, 1458]
- headline: ΤΗΝ ΑΠΕΛΕΥΘΕΡΩΣΙΝ: [1023, 902, 1160, 916]
- headline-line-3: ΤΟΥ ΠΡΟΒΛΗΜΑΤΟΣ ΤΗΣ ΜΕΣΗΣ ΑΝΑΤΟΛΗΣ: [108, 145, 553, 210]
- section-heading: ΚΑΘΥΣΤΕΡΗΣΙΣ ΤΑ ΜΕΤΡΑ: [1215, 1194, 1344, 1206]
- subheadline: ΘΑ ΠΕΡΑΤΩΘΗ ΕΝΤΟΣ ΤΡΙΗΜΕΡΟΥ: [690, 167, 927, 184]
- headline-line-2: ΠΑΡΑΜΕΝΕΙ Η ΚΥΒΕΡΝΗΣΙΣ ΤΟΥ Κ. ΠΟΜΠΙΝΤΟΥ: [1016, 827, 1532, 854]
- headline-line-2: ΚΑΙ ΕΙΣ ΤΑΣ ΝΕΑΣ ΣΥΝΟΜΙΛΙΑΣ: [1108, 77, 1440, 104]
- article-peking-nuclear: [1193, 1506, 1545, 1961]
- article-brezhnev-vietnam: [627, 1653, 991, 1875]
- article-arab-egypt: [40, 54, 621, 549]
- headline-line-1: Ρωσσοαμερικανικήν φάρσαν: [1197, 1505, 1541, 1533]
- article-body: ΑΘΗΝΑΙ, 3. — Ή Αύξησις τών πρός τό Δημόσιον χρεών παραγράφεται μετά πενταετίαν από τής βεβαιώσεως αυτών είς τό αρμόδιον Δημόσιον Ταμείον, σύμφωνα μέ απόφασιν τού Συμβουλίου τής Επικρατείας. ΑΘΗΝΑΙ, 3. — Ή Αύξησις τών πρός τό Δημόσιον χρεών παραγράφεται μετά πενταετίαν από τής βεβαιώσεως αυτών είς τό αρμόδιον Δημόσιον Ταμείον, σύμφωνα μέ απόφασιν τού Συμβουλίου τής Επικρατείας. ΑΘΗΝΑΙ, 3. — Ή Αύξησις τών πρός τό Δημόσιον χρεών παραγράφεται μετά πενταετίαν από τής βεβαιώσεως αυτών είς τό αρμόδιον Δημόσιον Ταμείον, σύμφωνα μέ απόφασιν τού Συμβουλίου τής Επικρατείας.: [627, 778, 991, 866]
- subheadline: Η ΜΕΤΑΦΟΡΑ ΤΩΝ ΣΤΡΑΤΕΥΜΑΤΩΝ: [688, 152, 929, 169]
- section-heading: ΘΑΝΑΤΟΣ ΦΟΙΤΗΤΟΥ: [850, 1501, 953, 1512]
- subheadline: ΣΤΡΕΦΕΤΑΙ ΑΠΟΚΛΕΙΣΤΙΚΩΣ: [1259, 1588, 1480, 1605]
- headline: ΤΟΥ ΤΥΝΗΣΙΟΥ ΠΡΟΕΔΡΟΥ ΚΑΙ ΤΟΥ ΑΝΤΙΒΑΣΙΛΕΩΣ: [65, 770, 414, 787]
- headline: ΠΡΟΑΓΩΓΑΙ ΑΞΙΩΜΑΤΙΚΩΝ: [1016, 1651, 1167, 1664]
- headline: Η ΠΑΡΑΓΩΓΗ ΓΑΛΑΚΤΟΣ: [1022, 1831, 1161, 1844]
- section-heading: ΠΡΩΤΟΣ ΒΟΜΒΑΡΔΙΣΜΟΣ: [1211, 373, 1337, 385]
- headline: Η "ΝΤΑΙΗΛΥ ΤΕΛΕΓΚΡΑΦ", ΕΠΙΚΡΙΝΕΙ ΤΗΝ ΔΗΛΩΣΙΝ: [137, 937, 523, 954]
- subheadline: νά προστατεύη όλα τά έδάφη της: [128, 1661, 352, 1680]
- left-subcolumn: ΤΟ ΑΝΟΪ ΑΝΕΚΟΙΝΩΣΕ ΤΗΝ ΑΠΕΛΕΥΘΕΡΩΣΙΝ ΤΡΙΩΝ ΑΜΕΡΙΚΑΝΩΝ ΑΕΡΟΠΟΡΩΝ Η ΟΥΑΣΙΓΚΤΩΝ ΘΑ ΠΡΟΒΗ ΕΙΣ ΑΝΑΛΟΓΟΥΣ ΕΝΕΡΓΕΙΑΣ ΤΟΚΙΟ, 3. (Ηνωμ. Τύποι). — Τό Βόρειον Βιετνάμ ανεκοίνωσε ότι θά απελευθερώση τρείς Αμερικανούς αεροπόρους, οί όποίοι είχον συλληφθή αιχμάλωτοι. Ή Ουάσιγκτων θά προβή είς αναλόγους ενεργείας. ΤΟΚΙΟ, 3. (Ηνωμ. Τύποι). — Τό Βόρειον Βιετνάμ ανεκοίνωσε ότι θά απελευθερώση τρείς Αμερικανούς αεροπόρους, οί όποίοι είχον συλληφθή αιχμάλωτοι. Ή Ουάσιγκτων θά προβή είς αναλόγους ενεργείας. ΙΚΑΝΟΠΟΙΗΣΙΣ Η ΟΥΑΣΙΓΚΤΩΝ ΤΟΚΙΟ, 3. (Ηνωμ. Τύποι). — Τό Βόρειον Βιετνάμ ανεκοίνωσε ότι θά απελευθερώση τρείς Αμερικανούς αεροπόρους, οί όποίοι είχον συλληφθή αιχμάλωτοι. Ή Ουάσιγκτων θά προβή είς αναλόγους ενεργείας. ΤΟΚΙΟ, 3. (Ηνωμ. Τύποι). — Τό Βόρειον Βιετνάμ ανεκοίνωσε ότι θά απελευθερώση τρείς Αμερικανούς αεροπόρους, οί όποίοι είχον συλληφθή αιχμάλωτοι. Ή Ουάσιγκτων θά προβή είς αναλόγους ενεργείας. Η ΠΟΛΩΝΙΑ ΔΙΩΚΕΙ ΤΑΣ ΑΠΟΣΤΟΛΑΣ ΕΙΣ ΤΗΝ ΠΡΑΓΑΝ ΠΡΑΓΑ, 3. (Ηνωμ. Τύποι). — Ή εφημερίς τής Πράγας αναφέρει ότι ή Πολωνία διώκει τάς αποστολάς πρός τήν Τσεχοσλοβακίαν. ΠΡΑΓΑ, 3. (Ηνωμ. Τύποι). — Ή εφημερίς τής Πράγας αναφέρει ότι ή Πολωνία διώκει τάς αποστολάς πρός τήν Τσεχοσλοβακίαν. ΑΠΟΣΦΡΑΓΙΖΕΤΑΙ ΤΟ ΕΡΗΜΗΤΗΡΙΟΝ ΤΟΥ Κ. ΠΑΡΘΕΝΗ ΠΡΑΓΑ, 3. (Ηνωμ. Τύποι). — Ή εφημερίς τής Πράγας αναφέρει ότι ή Πολωνία διώκει τάς αποστολάς πρός τήν Τσεχοσλοβακίαν. ΤΟΚΙΟ, 3. (Ηνωμ. Τύποι). — Τό Βόρειον Βιετνάμ ανεκοίνωσε ότι θά απελευθερώση τρείς Αμερικανούς αεροπόρους, οί όποίοι είχον συλληφθή αιχμάλωτοι. Ή Ουάσιγκτων θά προβή είς αναλόγους ενεργείας. ΣΥΝΕΔΡΙΑΣΕ ΚΑΙ ΧΘΕΣ ΤΟ ΥΠΟΥΡΓΙΚΟΝ ΣΥΜΒΟΥΛΙΟΝ ΤΟΚΙΟ, 3. (Ηνωμ. Τύποι). — Τό Βόρειον Βιετνάμ ανεκοίνωσε ότι θά απελευθερώση τρείς Αμερικανούς αεροπόρους, οί όποίοι είχον συλληφθή αιχμάλωτοι. Ή Ουάσιγκτων θά προβή είς αναλόγους ενεργείας. ΠΡΟΑΓΩΓΑΙ ΑΞΙΩΜΑΤΙΚΩΝ ΤΗΣ ΧΩΡΟΦΥΛΑΚΗΣ ΠΡΑΓΑ, 3. (Ηνωμ. Τύποι). — Ή εφημερίς τής Πράγας αναφέρει ότι ή Πολωνία διώκει τάς αποστολάς πρός τήν Τσεχοσλοβακίαν. ΤΟ ΘΗΡΙΚΤΟΝ "ΑΒΕΡΩΦ" ΕΙΣ ΤΟΝ ΠΕΙΡΑΙΑ ΤΟΚΙΟ, 3. (Ηνωμ. Τύποι). — Τό Βόρειον Βιετνάμ ανεκοίνωσε ότι θά απελευθερώση τρείς Αμερικανούς αεροπόρους, οί όποίοι είχον συλληφθή αιχμάλωτοι. Ή Ουάσιγκτων θά προβή είς αναλόγους ενεργείας. Η ΠΑΡΑΓΩΓΗ ΓΑΛΑΚΤΟΣ ΚΑΤΑ ΤΟ ΕΤΟΣ 1967 ΠΡΑΓΑ, 3. (Ηνωμ. Τύποι). — Ή εφημερίς τής Πράγας αναφέρει ότι ή Πολωνία διώκει τάς αποστολάς πρός τήν Τσεχοσλοβακίαν. ΑΙ ΣΥΝΤΑΞΙΟΔΟΤΗΣΕΙΣ ΤΩΝ ΝΑΥΤΙΚΩΝ ΤΟΚΙΟ, 3. (Ηνωμ. Τύποι). — Τό Βόρειον Βιετνάμ ανεκοίνωσε ότι θά απελευθερώση τρείς Αμερικανούς αεροπόρους, οί όποίοι είχον συλληφθή αιχμάλωτοι. Ή Ουάσιγκτων θά προβή είς αναλόγους ενεργείας.: [1003, 890, 1187, 2001]
- headline: ΤΡΙΩΝ ΑΜΕΡΙΚΑΝΩΝ: [1028, 915, 1155, 930]
- headline: ΝΑ ΣΥΜΒΙΒΑΣΘΟΥΝ ΜΕ ΤΗΝ ΚΥΒΕΡΝΗΣΙΝ: [675, 1482, 942, 1498]
- headline: ΤΟΥ ΒΡΕΤΑΝΝΟΥ ΠΡΩΘΥΠΟΥΡΓΟΥ ΔΙΑ ΤΗΝ ΕΛΛΑΔΑ: [132, 954, 529, 972]
- article-brezhnev-berlin: [40, 1565, 621, 2020]
- article-cabinet: ΣΥΝΕΔΡΙΑΣΕ ΚΑΙ ΧΘΕΣ ΤΟ ΥΠΟΥΡΓΙΚΟΝ ΣΥΜΒΟΥΛΙΟΝ ΤΟΚΙΟ, 3. (Ηνωμ. Τύποι). — Τό Βόρειον Βιετνάμ ανεκοίνωσε ότι θά απελευθερώση τρείς Αμερικανούς αεροπόρους, οί όποίοι είχον συλληφθή αιχμάλωτοι. Ή Ουάσιγκτων θά προβή είς αναλόγους ενεργείας.: [1003, 1561, 1181, 1644]
- article-body: ΒΡΥΞΕΛΛΑΙ. — Ό Πρόεδρος τής Επιτροπής τής ΕΟΚ έπεσκέφθη τήν Ρώμην. ΝΕΑ ΥΟΡΚΗ. — Ό γενικός γραμματεύς τού ΟΗΕ κ. Ου Θάντ θά μεταβή είς Παρισίους. — Ο ΑΝΤΙΠΡΟΕΔΡΟΣ τών Ηνωμένων Πολιτειών. ΒΡΥΞΕΛΛΑΙ. — Ό Πρόεδρος τής Επιτροπής τής ΕΟΚ έπεσκέφθη τήν Ρώμην. ΝΕΑ ΥΟΡΚΗ. — Ό γενικός γραμματεύς τού ΟΗΕ κ. Ου Θάντ θά μεταβή είς Παρισίους. — Ο ΑΝΤΙΠΡΟΕΔΡΟΣ τών Ηνωμένων Πολιτειών. ΒΡΥΞΕΛΛΑΙ. — Ό Πρόεδρος τής Επιτροπής τής ΕΟΚ έπεσκέφθη τήν Ρώμην. ΝΕΑ ΥΟΡΚΗ. — Ό γενικός γραμματεύς τού ΟΗΕ κ. Ου Θάντ θά μεταβή είς Παρισίους. — Ο ΑΝΤΙΠΡΟΕΔΡΟΣ τών Ηνωμένων Πολιτειών. ΒΡΥΞΕΛΛΑΙ. — Ό Πρόεδρος τής Επιτροπής τής ΕΟΚ έπεσκέφθη τήν Ρώμην. ΝΕΑ ΥΟΡΚΗ. — Ό γενικός γραμματεύς τού ΟΗΕ κ. Ου Θάντ θά μεταβή είς Παρισίους. — Ο ΑΝΤΙΠΡΟΕΔΡΟΣ τών Ηνωμένων Πολιτειών. ΒΡΥΞΕΛΛΑΙ. — Ό Πρόεδρος τής Επιτροπής τής ΕΟΚ έπεσκέφθη τήν Ρώμην. ΝΕΑ ΥΟΡΚΗ. — Ό γενικός γραμματεύς τού ΟΗΕ κ. Ου Θάντ θά μεταβή είς Παρισίους. — Ο ΑΝΤΙΠΡΟΕΔΡΟΣ τών Ηνωμένων Πολιτειών.: [627, 1909, 991, 2053]
- article-body: ΑΘΗΝΑΙ, 3. — Θερμά χαιρετιστήρια μηνύματα αντηλλάγησαν μεταξύ τού Προέδρου τής Δημοκρατίας τής Τυνησίας κ. Χαμπίμπ Μπουργκίμπα καί τού Αντιβασιλέως στρατηγού κ. Γ. Ζωιτάκη έπ' ευκαιρία τής διελεύσεως τού Τυνησίου Προέδρου άνωθεν τού ελληνικού έδάφους. ΑΘΗΝΑΙ, 3. — Θερμά χαιρετιστήρια μηνύματα αντηλλάγησαν μεταξύ τού Προέδρου τής Δημοκρατίας τής Τυνησίας κ. Χαμπίμπ Μπουργκίμπα καί τού Αντιβασιλέως στρατηγού κ. Γ. Ζωιτάκη έπ' ευκαιρία τής διελεύσεως τού Τυνησίου Προέδρου άνωθεν τού ελληνικού έδάφους. ΑΘΗΝΑΙ, 3. — Θερμά χαιρετιστήρια μηνύματα αντηλλάγησαν μεταξύ τού Προέδρου τής Δημοκρατίας τής Τυνησίας κ. Χαμπίμπ Μπουργκίμπα καί τού Αντιβασιλέως στρατηγού κ. Γ. Ζωιτάκη έπ' ευκαιρία τής διελεύσεως τού Τυνησίου Προέδρου άνωθεν τού ελληνικού έδάφους.: [40, 790, 440, 901]
- section-heading: ΠΑΡΑΜΕΝΕΙ Η ΚΥΒΕΡΝΗΣΙΣ: [1212, 1043, 1347, 1055]
- article-body: ΠΡΑΓΑ, 3. (Ρόυτερ). — Αί ξέναι στρατιωτικαί δυνάμεις, αί όποίαι έλαβον μέρος είς τά γυμνάσια τού Συμφώνου τής Βαρσοβίας εις τό έδαφος τής Τσεχοσλοβακίας, ήρχισαν νά άποχωρούν. Σύμφωνα μέ πληροφορίας, ή μεταφορά τών στρατευμάτων θά περατωθή έντός τριημέρου. Ή τσεχοσλοβακική κυβέρνησις ανακοινώνει ότι όλα τά ξένα στρατεύματα θά εγκαταλείψουν τήν χώραν. ΠΡΑΓΑ, 3. (Ρόυτερ). — Αί ξέναι στρατιωτικαί δυνάμεις, αί όποίαι έλαβον μέρος είς τά γυμνάσια τού Συμφώνου τής Βαρσοβίας εις τό έδαφος τής Τσεχοσλοβακίας, ήρχισαν νά άποχωρούν. Σύμφωνα μέ πληροφορίας, ή μεταφορά τών στρατευμάτων θά περατωθή έντός τριημέρου. Ή τσεχοσλοβακική κυβέρνησις ανακοινώνει ότι όλα τά ξένα στρατεύματα θά εγκαταλείψουν τήν χώραν. ΠΡΑΓΑ, 3. (Ρόυτερ). — Αί ξέναι στρατιωτικαί δυνάμεις, αί όποίαι έλαβον μέρος είς τά γυμνάσια τού Συμφώνου τής Βαρσοβίας εις τό έδαφος τής Τσεχοσλοβακίας, ήρχισαν νά άποχωρούν. Σύμφωνα μέ πληροφορίας, ή μεταφορά τών στρατευμάτων θά περατωθή έντός τριημέρου. Ή τσεχοσλοβακική κυβέρνησις ανακοινώνει ότι όλα τά ξένα στρατεύματα θά εγκαταλείψουν τήν χώραν. ΠΡΑΓΑ, 3. (Ρόυτερ). — Αί ξέναι στρατιωτικαί δυνάμεις, αί όποίαι έλαβον μέρος είς τά γυμνάσια τού Συμφώνου τής Βαρσοβίας εις τό έδαφος τής Τσεχοσλοβακίας, ήρχισαν νά άποχωρούν. Σύμφωνα μέ πληροφορίας, ή μεταφορά τών στρατευμάτων θά περατωθή έντός τριημέρου. Ή τσεχοσλοβακική κυβέρνησις ανακοινώνει ότι όλα τά ξένα στρατεύματα θά εγκαταλείψουν τήν χώραν.: [627, 190, 991, 388]
- headline: ΣΙΑΓΩΝ ΓΙΓΑΝΤΙΑΙΟΥ ΠΡΟΪΣΤΟΡΙΚΟΥ ΖΩΟΥ: [663, 529, 954, 545]
- headline: ΔΙΟΤΙ ΜΕΤΕΣΧΟΝ ΦΟΙΤΗΤΙΚΩΝ ΔΙΑΔΗΛΩΣΕΩΝ: [662, 1144, 955, 1160]
- headline: ΤΡΕΙΣ ΚΙΝΕΖΟΙ ΑΠΗΛΑΘΗΣΑΝ ΕΚ ΣΕΝΕΓΑΛΗΣ: [665, 1130, 952, 1145]
- article-building-measures: [40, 1343, 621, 1551]
- headline: ΤΟΥ Κ. ΠΑΡΘΕΝΗ: [1038, 1438, 1145, 1453]
- headline-line-1: Ο Μπρέζνιεφ άπέρριψεν έμμέσως: [49, 1564, 430, 1591]
- article-wagons: [627, 947, 991, 1120]
- column-right: [997, 53, 1546, 2004]
- article-french-franc: [1003, 805, 1545, 879]
- article-agricultural-credits: [40, 559, 440, 745]
- headline: Η ΠΕΝΤΑΕΤΗΣ ΠΑΡΑΓΡΑΦΗ ΧΡΕΩΝ ΠΡΟΣ ΤΟ ΔΗΜΟΣΙΟΝ: [645, 747, 973, 761]
- headline-line-3: τήν πυρηνικήν συμφωνίαν: [1211, 1557, 1528, 1586]
- article-brazil-students: [627, 1469, 991, 1642]
- headline: ΤΟ ΑΝΟΪ ΑΝΕΚΟΙΝΩΣΕ: [1023, 888, 1160, 903]
- article-daily-telegraph: [40, 937, 621, 1333]
- headline: ΤΟ ΥΠΟΥΡΓΙΚΟΝ ΣΥΜΒΟΥΛΙΟΝ: [1006, 1574, 1178, 1587]
- headline: ΑΝΤΑΛΛΑΓΗ ΘΕΡΜΩΝ ΧΑΙΡΕΤΙΣΤΗΡΙΩΝ ΜΗΝΥΜΑΤΩΝ: [58, 755, 421, 771]
- article-czech-withdrawal: [627, 54, 991, 519]
- headline: Η ΠΟΛΩΝΙΑ ΔΙΩΚΕΙ: [1033, 1261, 1150, 1276]
- headline: ΣΥΝΕΔΡΙΑΣΕ ΚΑΙ ΧΘΕΣ: [1027, 1561, 1156, 1574]
- headline-line-1: ΔΕΝ ΘΑ ΥΠΟΤΙΜΗΘΗ ΤΟ ΓΑΛΛΙΚΟΝ ΦΡΑΓΚΟΝ: [1028, 804, 1520, 829]
- headline: ΠΙΣΤΩΣΕΙΣ ΥΨΟΥΣ 1.155.000.000 ΔΡΑΧΜΩΝ: [85, 559, 395, 575]
- column-left: [40, 54, 621, 2020]
- section-heading: ΝΕΑΙ ΠΙΕΣΕΙΣ: [1242, 233, 1306, 245]
- headline-line-2: ΤΙΜΙΑΝ ΚΑΙ ΟΡΙΣΤΙΚΗΝ ΔΙΕΥΘΕΤΗΣΙΝ: [79, 115, 581, 147]
- article-body: ΤΟΚΙΟ, 3. (Ηνωμ. Τύποι). — Τό Βόρειον Βιετνάμ ανεκοίνωσε ότι θά απελευθερώση τρείς Αμερικανούς αεροπόρους, οί όποίοι είχον συλληφθή αιχμάλωτοι. Ή Ουάσιγκτων θά προβή είς αναλόγους ενεργείας. ΤΟΚΙΟ, 3. (Ηνωμ. Τύποι). — Τό Βόρειον Βιετνάμ ανεκοίνωσε ότι θά απελευθερώση τρείς Αμερικανούς αεροπόρους, οί όποίοι είχον συλληφθή αιχμάλωτοι. Ή Ουάσιγκτων θά προβή είς αναλόγους ενεργείας.: [1003, 969, 1181, 1079]
- article-body: ΛΟΝΔΙΝΟΝ, 3. (Άθην. Πρακτ.). — Ή Ντάιηλυ Τέλεγκραφ επικρίνει τήν δήλωσιν τού Βρεταννού πρωθυπουργού κ. Ουίλσον εις τήν Βουλήν τών Κοινοτήτων διά τήν Ελλάδα. Ό ανταποκριτής τής εφημερίδος αναφέρει ότι ή δήλωσις αύτη δέν άνταποκρίνεται πρός τάς πραγματικάς συνθήκας πού επικρατούν σήμερον είς τήν χώραν, όπου ή τάξις καί ή ήσυχία επικρατούν πλήρως. ΛΟΝΔΙΝΟΝ, 3. (Άθην. Πρακτ.). — Ή Ντάιηλυ Τέλεγκραφ επικρίνει τήν δήλωσιν τού Βρεταννού πρωθυπουργού κ. Ουίλσον εις τήν Βουλήν τών Κοινοτήτων διά τήν Ελλάδα. Ό ανταποκριτής τής εφημερίδος αναφέρει ότι ή δήλωσις αύτη δέν άνταποκρίνεται πρός τάς πραγματικάς συνθήκας πού επικρατούν σήμερον είς τήν χώραν, όπου ή τάξις καί ή ήσυχία επικρατούν πλήρως. ΛΟΝΔΙΝΟΝ, 3. (Άθην. Πρακτ.). — Ή Ντάιηλυ Τέλεγκραφ επικρίνει τήν δήλωσιν τού Βρεταννού πρωθυπουργού κ. Ουίλσον εις τήν Βουλήν τών Κοινοτήτων διά τήν Ελλάδα. Ό ανταποκριτής τής εφημερίδος αναφέρει ότι ή δήλωσις αύτη δέν άνταποκρίνεται πρός τάς πραγματικάς συνθήκας πού επικρατούν σήμερον είς τήν χώραν, όπου ή τάξις καί ή ήσυχία επικρατούν πλήρως. ΛΟΝΔΙΝΟΝ, 3. (Άθην. Πρακτ.). — Ή Ντάιηλυ Τέλεγκραφ επικρίνει τήν δήλωσιν τού Βρεταννού πρωθυπουργού κ. Ουίλσον εις τήν Βουλήν τών Κοινοτήτων διά τήν Ελλάδα. Ό ανταποκριτής τής εφημερίδος αναφέρει ότι ή δήλωσις αύτη δέν άνταποκρίνεται πρός τάς πραγματικάς συνθήκας πού επικρατούν σήμερον είς τήν χώραν, όπου ή τάξις καί ή ήσυχία επικρατούν πλήρως. ΛΟΝΔΙΝΟΝ, 3. (Άθην. Πρακτ.). — Ή Ντάιηλυ Τέλεγκραφ επικρίνει τήν δήλωσιν τού Βρεταννού πρωθυπουργού κ. Ουίλσον εις τήν Βουλήν τών Κοινοτήτων διά τήν Ελλάδα. Ό ανταποκριτής τής εφημερίδος αναφέρει ότι ή δήλωσις αύτη δέν άνταποκρίνεται πρός τάς πραγματικάς συνθήκας πού επικρατούν σήμερον είς τήν χώραν, όπου ή τάξις καί ή ήσυχία επικρατούν πλήρως.: [40, 975, 440, 1195]
- article-milk: Η ΠΑΡΑΓΩΓΗ ΓΑΛΑΚΤΟΣ ΚΑΤΑ ΤΟ ΕΤΟΣ 1967 ΠΡΑΓΑ, 3. (Ηνωμ. Τύποι). — Ή εφημερίς τής Πράγας αναφέρει ότι ή Πολωνία διώκει τάς αποστολάς πρός τήν Τσεχοσλοβακίαν.: [1003, 1831, 1181, 1892]
